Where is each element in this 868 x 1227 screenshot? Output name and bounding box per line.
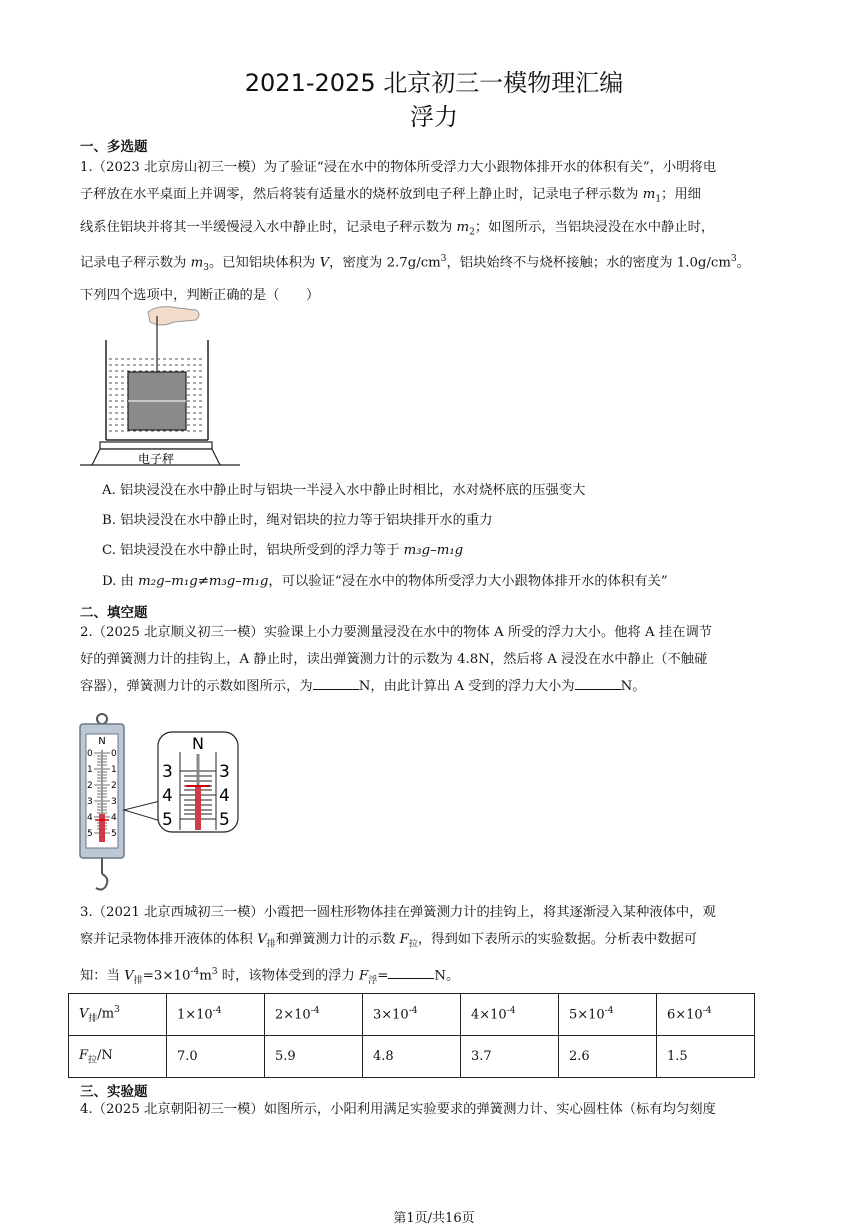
meter-tick-label: 5 bbox=[111, 829, 117, 839]
table-cell: 5.9 bbox=[265, 1036, 363, 1078]
document-title bbox=[0, 66, 868, 134]
table-cell: 3.7 bbox=[461, 1036, 559, 1078]
meter-tick-label: 2 bbox=[87, 781, 93, 791]
q1-line: 1.（2023 北京房山初三一模）为了验证“浸在水中的物体所受浮力大小跟物体排开水的体积有关”，小明将电 bbox=[80, 160, 717, 175]
hand-icon bbox=[148, 307, 199, 325]
question-1-text bbox=[80, 154, 792, 309]
q4-line: 4.（2025 北京朝阳初三一模）如图所示，小阳利用满足实验要求的弹簧测力计、实心圆柱体（标有均匀刻度 bbox=[80, 1102, 716, 1117]
table-cell: $3\times 10^{-4}$ bbox=[363, 994, 461, 1036]
question-2-text bbox=[80, 619, 792, 700]
question-4-text bbox=[80, 1096, 792, 1123]
meter-tick-label: 0 bbox=[111, 749, 117, 759]
table-cell: 1.5 bbox=[657, 1036, 755, 1078]
zoom-tick-label: 3 bbox=[162, 762, 173, 782]
meter-tick-label: 0 bbox=[87, 749, 93, 759]
q1-line: 记录电子秤示数为 $m_3$。已知铝块体积为 V，密度为 $2.7g/cm^3$，铝块始终不与烧杯接触；水的密度为 $1.0g/cm^3$。 bbox=[80, 254, 751, 274]
q2-line: 2.（2025 北京顺义初三一模）实验课上小力要测量浸没在水中的物体 A 所受的浮力大小。他将 A 挂在调节 bbox=[80, 625, 713, 640]
q3-line: 察并记录物体排开液体的体积 $V_排$和弹簧测力计的示数 $F_拉$，得到如下表所示的实验数据。分析表中数据可 bbox=[80, 932, 698, 950]
table-cell: $2\times 10^{-4}$ bbox=[265, 994, 363, 1036]
meter-tick-label: 3 bbox=[111, 797, 117, 807]
data-table bbox=[68, 993, 755, 1078]
option-d: D. 由 m₂g–m₁g≠m₃g–m₁g，可以验证“浸在水中的物体所受浮力大小跟物体排开水的体积有关” bbox=[102, 574, 668, 589]
section-heading-experiment: 三、实验题 bbox=[80, 1084, 148, 1100]
table-row bbox=[69, 1036, 755, 1078]
figure-beaker-scale bbox=[78, 302, 248, 472]
q1-line: 下列四个选项中，判断正确的是（ ） bbox=[80, 288, 320, 304]
question-3-text bbox=[80, 899, 792, 995]
option-b: B. 铝块浸没在水中静止时，绳对铝块的拉力等于铝块排开水的重力 bbox=[102, 513, 493, 528]
meter-tick-label: 4 bbox=[111, 813, 117, 823]
table-cell: 2.6 bbox=[559, 1036, 657, 1078]
zoom-tick-label: 4 bbox=[162, 786, 173, 806]
table-cell: $5\times 10^{-4}$ bbox=[559, 994, 657, 1036]
table-cell: 7.0 bbox=[167, 1036, 265, 1078]
option-c: C. 铝块浸没在水中静止时，铝块所受到的浮力等于 m₃g–m₁g bbox=[102, 543, 464, 558]
meter-tick-label: 1 bbox=[87, 765, 93, 775]
meter-tick-label: 5 bbox=[87, 829, 93, 839]
table-cell: $4\times 10^{-4}$ bbox=[461, 994, 559, 1036]
zoom-tick-label: 5 bbox=[219, 810, 230, 830]
table-cell: $6\times 10^{-4}$ bbox=[657, 994, 755, 1036]
section-heading-fill-blank: 二、填空题 bbox=[80, 605, 148, 621]
zoom-tick-label: 4 bbox=[219, 786, 230, 806]
q2-line: 容器），弹簧测力计的示数如图所示，为 N，由此计算出 A 受到的浮力大小为 N。 bbox=[80, 673, 792, 700]
meter-tick-label: 3 bbox=[87, 797, 93, 807]
title-line-1: 2021-2025 北京初三一模物理汇编 bbox=[244, 69, 624, 97]
scale-label: 电子秤 bbox=[137, 452, 175, 466]
q3-line: 3.（2021 北京西城初三一模）小霞把一圆柱形物体挂在弹簧测力计的挂钩上，将其逐渐浸入某种液体中，观 bbox=[80, 905, 716, 920]
q2-line: 好的弹簧测力计的挂钩上，A 静止时，读出弹簧测力计的示数为 4.8N，然后将 A 浸没在水中静止（不触碰 bbox=[80, 652, 708, 667]
answer-blank bbox=[313, 675, 359, 690]
answer-blank bbox=[388, 964, 434, 979]
q1-line: 线系住铝块并将其一半缓慢浸入水中静止时，记录电子秤示数为 $m_2$；如图所示，当铝块浸没在水中静止时， bbox=[80, 219, 715, 238]
meter-tick-label: 1 bbox=[111, 765, 117, 775]
page-footer: 第1页/共16页 bbox=[393, 1211, 475, 1226]
option-a: A. 铝块浸没在水中静止时与铝块一半浸入水中静止时相比，水对烧杯底的压强变大 bbox=[102, 483, 586, 498]
answer-blank bbox=[575, 675, 621, 690]
zoom-tick-label: 3 bbox=[219, 762, 230, 782]
zoom-tick-label: 5 bbox=[162, 810, 173, 830]
table-cell: $1\times 10^{-4}$ bbox=[167, 994, 265, 1036]
table-row bbox=[69, 994, 755, 1036]
meter-unit: N bbox=[98, 736, 106, 747]
table-header-cell: $F_拉/N$ bbox=[69, 1036, 167, 1078]
title-line-2: 浮力 bbox=[410, 103, 458, 131]
meter-tick-label: 4 bbox=[87, 813, 93, 823]
meter-tick-label: 2 bbox=[111, 781, 117, 791]
zoom-unit: N bbox=[192, 734, 204, 753]
q1-line: 子秤放在水平桌面上并调零，然后将装有适量水的烧杯放到电子秤上静止时，记录电子秤示数为 $m_1$；用细 bbox=[80, 187, 701, 205]
q3-line: 知：当 $V_排=3\times 10^{-4}m^3$ 时，该物体受到的浮力 $F_浮= N$。 bbox=[80, 959, 792, 995]
figure-spring-meter bbox=[76, 710, 246, 896]
table-cell: 4.8 bbox=[363, 1036, 461, 1078]
section-heading-multiple-choice: 一、多选题 bbox=[80, 139, 148, 155]
table-header-cell: $V_排/m^3$ bbox=[69, 994, 167, 1036]
